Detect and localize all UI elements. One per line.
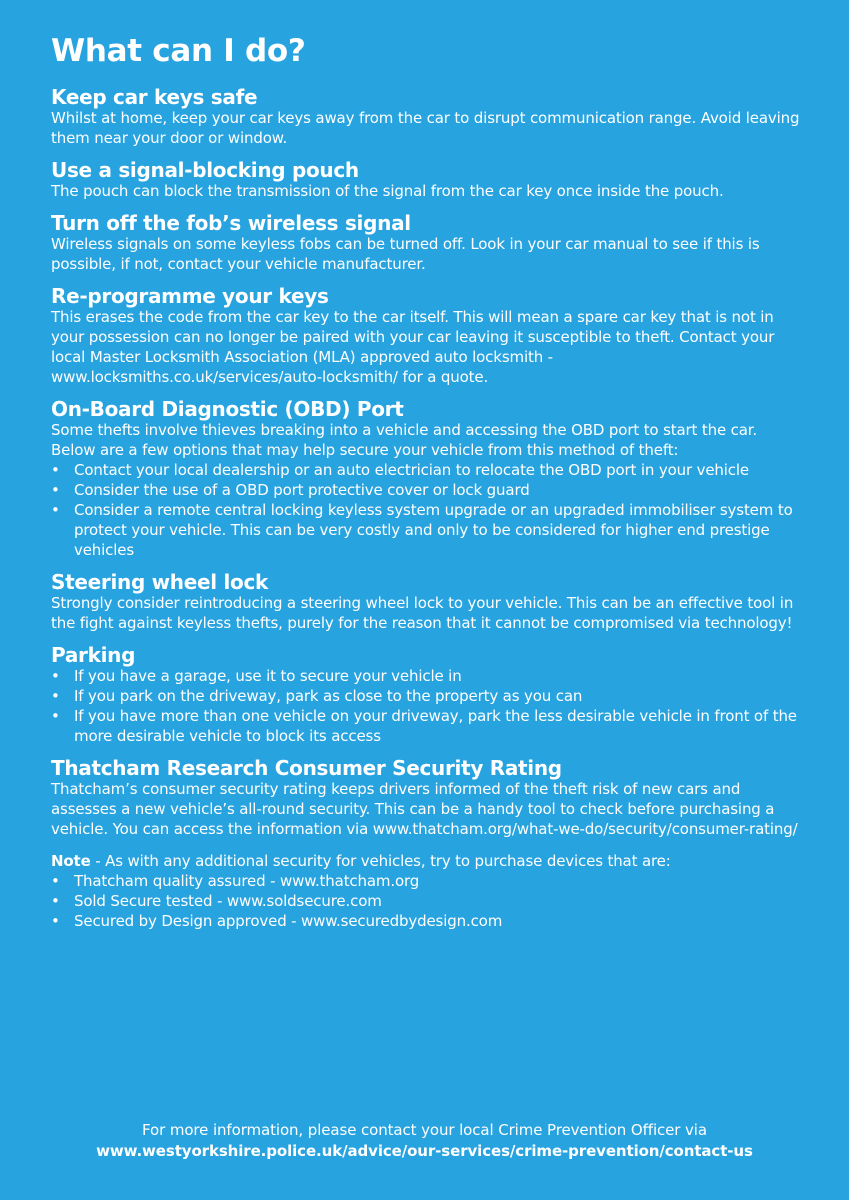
list-item: • If you park on the driveway, park as close to the property as you can	[51, 686, 803, 706]
section-heading: Steering wheel lock	[51, 570, 269, 594]
list-item: • If you have a garage, use it to secure your vehicle in	[51, 666, 803, 686]
footer-url: www.westyorkshire.police.uk/advice/our-services/crime-prevention/contact-us	[96, 1142, 753, 1160]
list-item: • If you have more than one vehicle on your driveway, park the less desirable vehicle in front of the more desirable vehicle to block its access	[51, 706, 803, 746]
section-text: Some thefts involve thieves breaking into a vehicle and accessing the OBD port to start the car. Below are a few options that may help secure your vehicle from this method of theft:	[51, 421, 758, 459]
section-signal-blocking-pouch	[51, 159, 803, 201]
page-title: What can I do?	[51, 33, 306, 69]
bullet-list	[51, 871, 803, 931]
footer-text: For more information, please contact your local Crime Prevention Officer via	[142, 1121, 707, 1139]
note-text: - As with any additional security for vehicles, try to purchase devices that are:	[90, 852, 671, 870]
section-text: Wireless signals on some keyless fobs can be turned off. Look in your car manual to see if this is possible, if not, contact your vehicle manufacturer.	[51, 235, 760, 273]
section-heading: On-Board Diagnostic (OBD) Port	[51, 397, 404, 421]
list-item: • Thatcham quality assured - www.thatcham.org	[51, 871, 803, 891]
section-heading: Parking	[51, 643, 136, 667]
section-heading: Thatcham Research Consumer Security Rating	[51, 756, 562, 780]
note-block	[51, 851, 803, 931]
section-text: Strongly consider reintroducing a steering wheel lock to your vehicle. This can be an effective tool in the fight against keyless thefts, purely for the reason that it cannot be compromised via technology!	[51, 594, 794, 632]
footer	[0, 1120, 849, 1162]
section-text: Thatcham’s consumer security rating keeps drivers informed of the theft risk of new cars and assesses a new vehicle’s all-round security. This can be a handy tool to check before purchasing a vehicle. You can access the information via www.thatcham.org/what-we-do/security/consumer-rating/	[51, 780, 798, 838]
section-heading: Use a signal-blocking pouch	[51, 158, 359, 182]
section-text: This erases the code from the car key to the car itself. This will mean a spare car key that is not in your possession can no longer be paired with your car leaving it susceptible to theft. Contact your local Master Locksmith Association (MLA) approved auto locksmith - www.locksmiths.co.uk/services/auto-locksmith/ for a quote.	[51, 308, 775, 386]
list-item: • Secured by Design approved - www.securedbydesign.com	[51, 911, 803, 931]
section-text: The pouch can block the transmission of the signal from the car key once inside the pouch.	[51, 182, 724, 200]
section-obd-port	[51, 398, 803, 560]
section-fob-wireless-signal	[51, 212, 803, 274]
section-steering-wheel-lock	[51, 571, 803, 633]
list-item: • Consider the use of a OBD port protective cover or lock guard	[51, 480, 803, 500]
bullet-list	[51, 460, 803, 560]
section-heading: Turn off the fob’s wireless signal	[51, 211, 411, 235]
section-thatcham-rating	[51, 757, 803, 839]
list-item: • Consider a remote central locking keyless system upgrade or an upgraded immobiliser system to protect your vehicle. This can be very costly and only to be considered for higher end prestige vehicles	[51, 500, 803, 560]
section-text: Whilst at home, keep your car keys away from the car to disrupt communication range. Avoid leaving them near your door or window.	[51, 109, 800, 147]
bullet-list	[51, 666, 803, 746]
list-item: • Contact your local dealership or an auto electrician to relocate the OBD port in your vehicle	[51, 460, 803, 480]
section-heading: Re-programme your keys	[51, 284, 329, 308]
note-line	[51, 851, 803, 871]
section-heading: Keep car keys safe	[51, 85, 258, 109]
list-item: • Sold Secure tested - www.soldsecure.com	[51, 891, 803, 911]
section-parking	[51, 644, 803, 746]
section-reprogramme-keys	[51, 285, 803, 387]
section-keep-keys-safe	[51, 86, 803, 148]
note-label: Note	[51, 852, 91, 870]
